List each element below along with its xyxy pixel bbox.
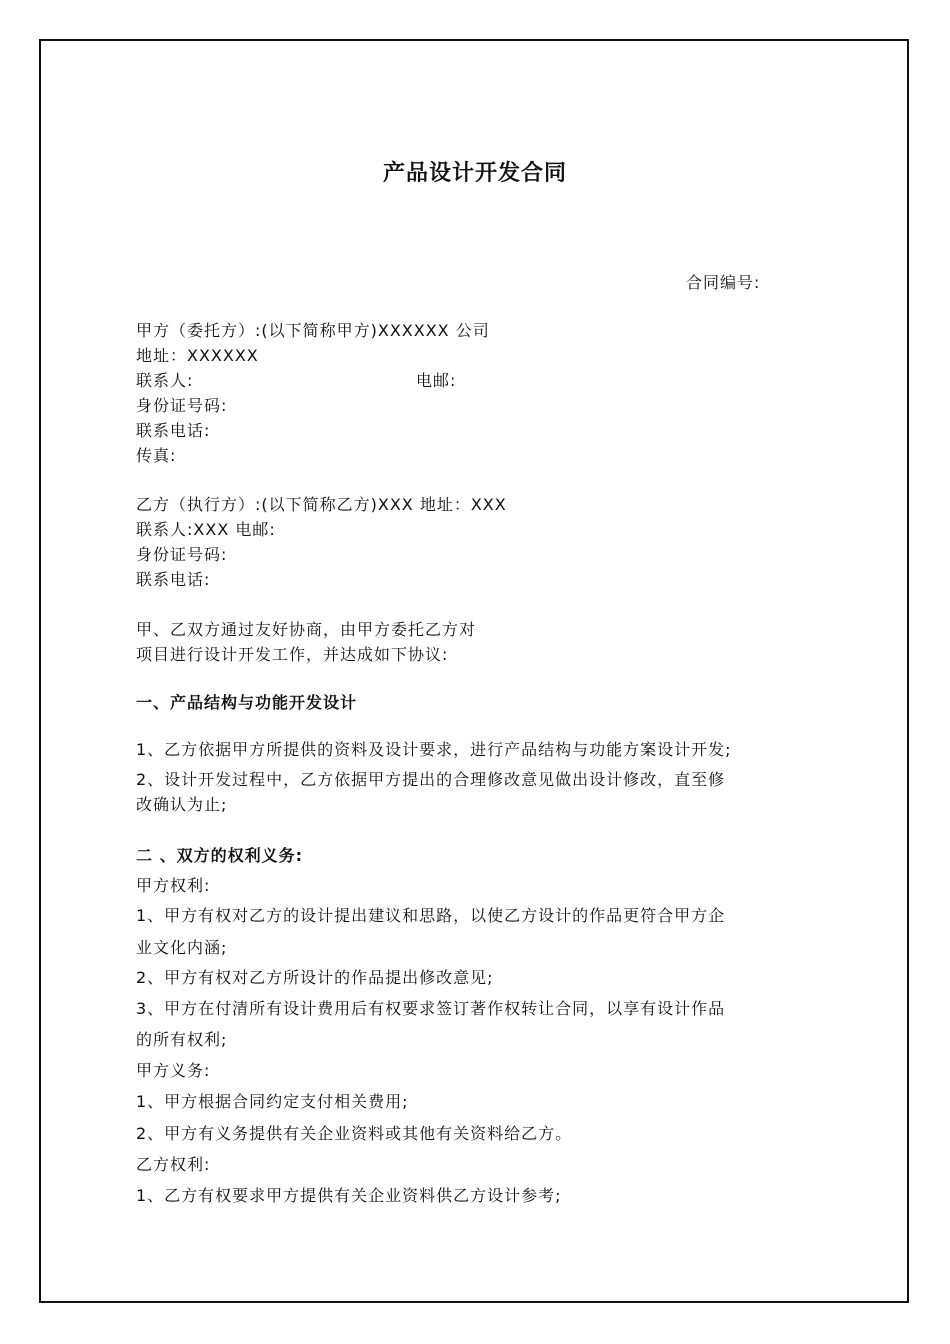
party-b-id-number: 身份证号码: <box>136 545 228 564</box>
section-2-line: 甲方权利: <box>136 876 211 895</box>
section-2-line: 1、乙方有权要求甲方提供有关企业资料供乙方设计参考; <box>136 1186 562 1205</box>
party-a-name: 甲方（委托方）:(以下简称甲方)XXXXXX 公司 <box>136 321 490 340</box>
section-2-line: 业文化内涵; <box>136 938 228 957</box>
intro-line: 甲、乙双方通过友好协商，由甲方委托乙方对 <box>136 620 477 639</box>
intro-line: 项目进行设计开发工作，并达成如下协议: <box>136 645 449 664</box>
section-2-line: 2、甲方有义务提供有关企业资料或其他有关资料给乙方。 <box>136 1124 573 1143</box>
section-2-line: 乙方权利: <box>136 1155 211 1174</box>
section-1-line: 2、设计开发过程中，乙方依据甲方提出的合理修改意见做出设计修改，直至修 <box>136 770 726 789</box>
section-2-line: 2、甲方有权对乙方所设计的作品提出修改意见; <box>136 968 494 987</box>
section-2-heading: 二 、双方的权利义务: <box>136 846 303 865</box>
party-a-phone: 联系电话: <box>136 421 211 440</box>
section-1-heading: 一、产品结构与功能开发设计 <box>136 693 358 712</box>
section-1-line: 1、乙方依据甲方所提供的资料及设计要求，进行产品结构与功能方案设计开发; <box>136 740 732 759</box>
section-1-line: 改确认为止; <box>136 795 228 814</box>
party-b-name: 乙方（执行方）:(以下简称乙方)XXX 地址：XXX <box>136 495 507 514</box>
page-border <box>39 39 909 1303</box>
party-b-phone: 联系电话: <box>136 570 211 589</box>
party-a-id-number: 身份证号码: <box>136 396 228 415</box>
party-a-fax: 传真: <box>136 446 177 465</box>
party-a-contact: 联系人: <box>136 371 194 390</box>
section-2-line: 3、甲方在付清所有设计费用后有权要求签订著作权转让合同，以享有设计作品 <box>136 999 726 1018</box>
party-a-email: 电邮: <box>416 371 457 390</box>
contract-number-label: 合同编号: <box>686 273 761 292</box>
section-2-line: 1、甲方根据合同约定支付相关费用; <box>136 1092 409 1111</box>
party-a-address: 地址：XXXXXX <box>136 346 259 365</box>
party-b-contact-email: 联系人:XXX 电邮: <box>136 520 276 539</box>
section-2-line: 的所有权利; <box>136 1030 228 1049</box>
document-title: 产品设计开发合同 <box>382 161 567 186</box>
section-2-line: 1、甲方有权对乙方的设计提出建议和思路，以使乙方设计的作品更符合甲方企 <box>136 906 726 925</box>
section-2-line: 甲方义务: <box>136 1061 211 1080</box>
